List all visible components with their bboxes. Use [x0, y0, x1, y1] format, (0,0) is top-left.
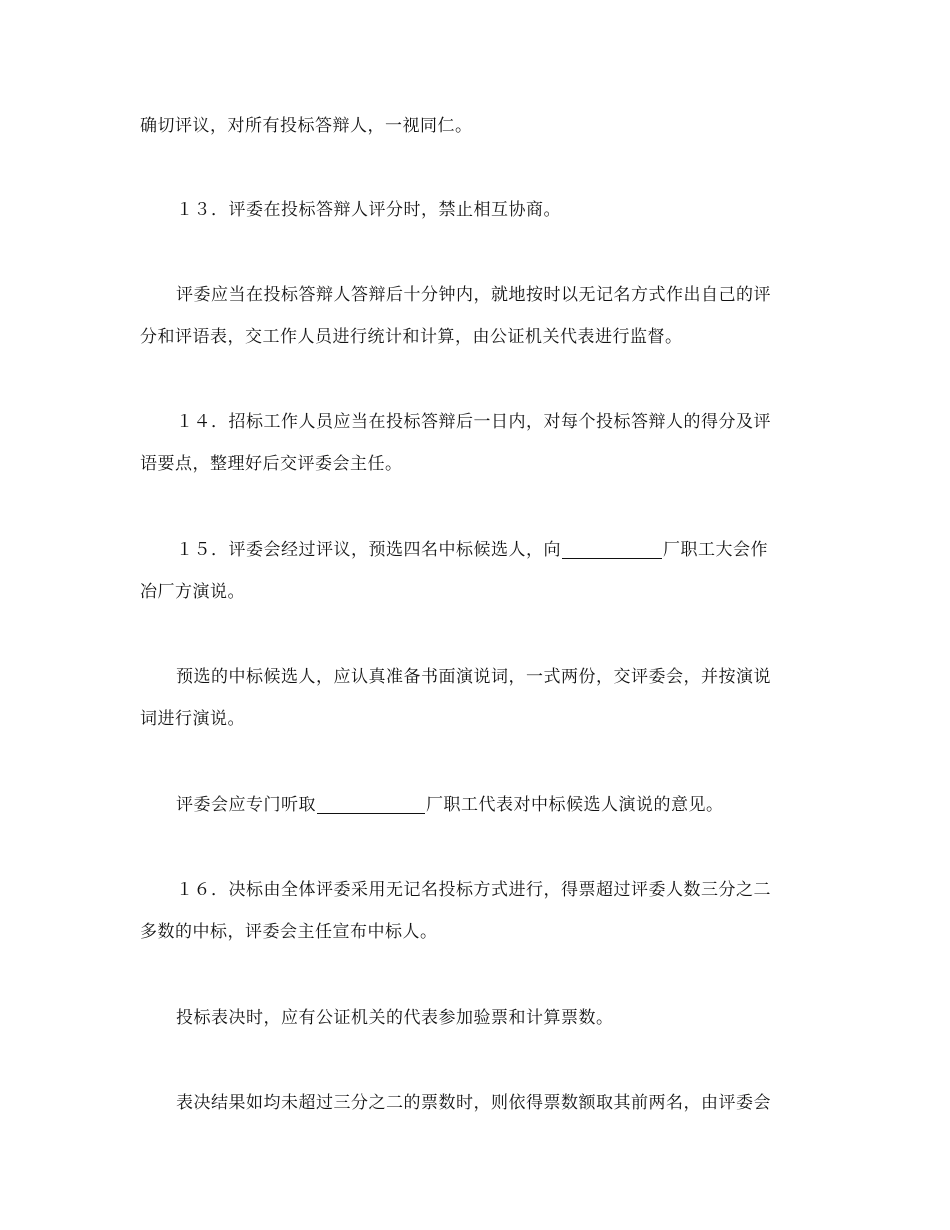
line-text: 分和评语表，交工作人员进行统计和计算，由公证机关代表进行监督。: [140, 327, 683, 347]
line-text: 多数的中标，评委会主任宣布中标人。: [140, 922, 438, 942]
line-text: 语要点，整理好后交评委会主任。: [140, 454, 403, 474]
paragraph-line: [176, 665, 771, 689]
paragraph-line: [140, 114, 473, 138]
paragraph-line: [140, 707, 245, 731]
line-text: 厂职工大会作: [663, 540, 768, 560]
line-text: 冶厂方演说。: [140, 582, 245, 602]
line-text: 预选的中标候选人，应认真准备书面演说词，一式两份，交评委会，并按演说: [176, 667, 771, 687]
clause-16-heading: [176, 878, 771, 902]
line-text: 评委应当在投标答辩人答辩后十分钟内，就地按时以无记名方式作出自己的评: [176, 285, 771, 305]
line-text: １３．评委在投标答辩人评分时，禁止相互协商。: [176, 200, 561, 220]
line-text: 投标表决时，应有公证机关的代表参加验票和计算票数。: [176, 1008, 614, 1028]
line-text: 词进行演说。: [140, 709, 245, 729]
line-text: １６．决标由全体评委采用无记名投标方式进行，得票超过评委人数三分之二: [176, 880, 771, 900]
line-text: １５．评委会经过评议，预选四名中标候选人，向: [176, 540, 561, 560]
clause-15-heading: [176, 538, 768, 562]
paragraph-line: [140, 325, 683, 349]
paragraph-line: [140, 580, 245, 604]
paragraph-line: [140, 920, 438, 944]
line-text: 表决结果如均未超过三分之二的票数时，则依得票数额取其前两名，由评委会: [176, 1093, 771, 1113]
line-text: 厂职工代表对中标候选人演说的意见。: [426, 795, 724, 815]
clause-13-heading: [176, 198, 561, 222]
paragraph-line: [176, 283, 771, 307]
paragraph-line: [176, 1006, 614, 1030]
fill-in-blank: [317, 795, 425, 814]
clause-14-heading: [176, 410, 771, 434]
paragraph-line: [176, 793, 724, 817]
line-text: １４．招标工作人员应当在投标答辩后一日内，对每个投标答辩人的得分及评: [176, 412, 771, 432]
line-text: 评委会应专门听取: [176, 795, 316, 815]
paragraph-line: [140, 452, 403, 476]
fill-in-blank: [562, 540, 662, 559]
line-text: 确切评议，对所有投标答辩人，一视同仁。: [140, 116, 473, 136]
paragraph-line: [176, 1091, 771, 1115]
